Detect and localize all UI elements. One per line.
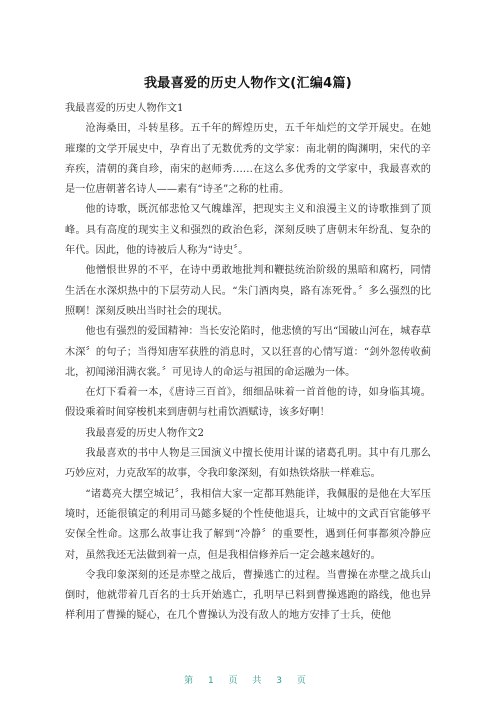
document-body (65, 99, 431, 627)
section-heading-2: 我最喜爱的历史人物作文2 (85, 427, 204, 439)
paragraph: 他憎恨世界的不平，在诗中勇敢地批判和鞭挞统治阶级的黑暗和腐朽，同情生活在水深炽热中的下层劳动人民。“朱门酒肉臭，路有冻死骨。〞多么强烈的比照啊！深刻反映出当时社会的现状。 (65, 265, 431, 317)
section-heading-1: 我最喜爱的历史人物作文1 (65, 103, 184, 114)
paragraph: “诸葛亮大摆空城记〞，我相信大家一定都耳熟能详，我佩服的是他在大军压境时，还能很镇定的利用司马懿多疑的个性使他退兵，让城中的文武百官能够平安保全性命。这那么故事让我了解到“冷静〞的重要性，遇到任何事都须冷静应对，虽然我还无法做到着一点，但是我相信修养后一定会越来越好的。 (65, 488, 431, 561)
paragraph: 他也有强烈的爱国精神：当长安沦陷时，他悲愤的写出“国破山河在，城春草木深〞的句子；当得知唐军获胜的消息时，又以狂喜的心情写道：“剑外忽传收蓟北，初闻涕泪满衣裳。〞可见诗人的命运与祖国的命运融为一体。 (65, 326, 431, 378)
paragraph: 在灯下看着一本，《唐诗三百首》，细细品味着一首首他的诗，如身临其境。假设乘着时间穿梭机来到唐朝与杜甫饮酒赋诗，该多好啊！ (65, 387, 431, 419)
document-title: 我最喜爱的历史人物作文(汇编4篇) (143, 76, 353, 91)
paragraph: 沧海桑田，斗转星移。五千年的辉煌历史，五千年灿烂的文学开展史。在她璀璨的文学开展史中，孕育出了无数优秀的文学家：南北朝的陶渊明，宋代的辛弃疾，清朝的龚自珍，南宋的赵师秀……在这么多优秀的文学家中，我最喜欢的是一位唐朝著名诗人——素有“诗圣”之称的杜甫。 (65, 123, 431, 196)
page-number-footer: 第 1 页 共 3 页 (184, 676, 312, 686)
paragraph: 我最喜欢的书中人物是三国演义中擅长使用计谋的诸葛孔明。其中有几那么巧妙应对，力克敌军的故事，令我印象深刻，有如热铁烙肤一样难忘。 (65, 448, 431, 480)
paragraph: 他的诗歌，既沉郁悲怆又气魄雄浑，把现实主义和浪漫主义的诗歌推到了顶峰。具有高度的现实主义和强烈的政治色彩，深刻反映了唐朝末年纷乱、复杂的年代。因此，他的诗被后人称为“诗史〞。 (65, 204, 431, 257)
paragraph: 令我印象深刻的还是赤壁之战后，曹操逃亡的过程。当曹操在赤壁之战兵山倒时，他就带着几百名的士兵开始逃亡，孔明早已料到曹操逃跑的路线，他也异样利用了曹操的疑心，在几个曹操认为没有敌人的地方安排了士兵，使他 (65, 569, 431, 622)
